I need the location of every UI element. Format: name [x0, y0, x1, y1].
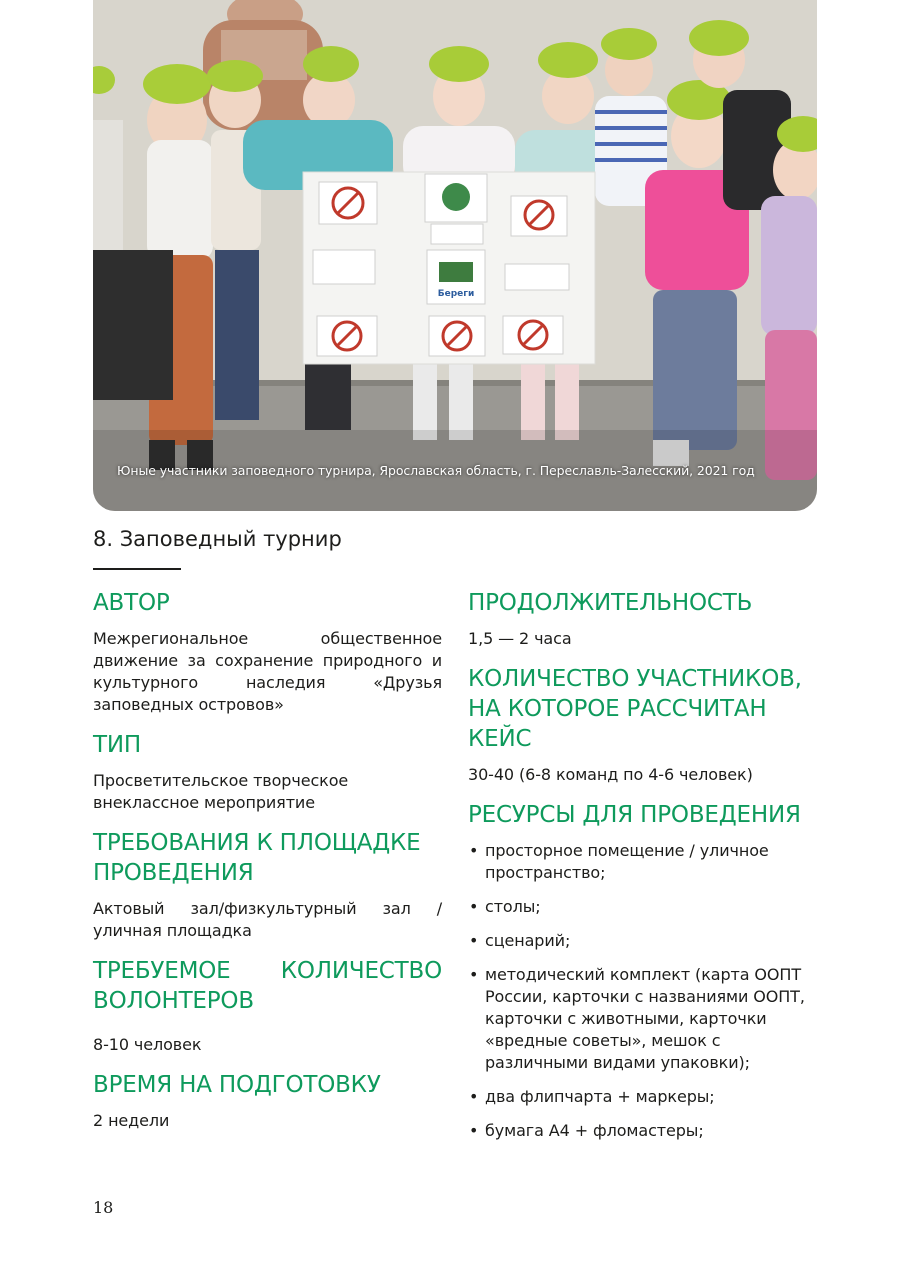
resources-list: [468, 840, 817, 1142]
type-text: Просветительское творческое внеклассное мероприятие: [93, 771, 349, 812]
right-column: [468, 588, 817, 1154]
page-number: 18: [93, 1198, 114, 1217]
title-underline: [93, 568, 181, 570]
duration-text: 1,5 — 2 часа: [468, 629, 572, 648]
volunteers-text: 8-10 человек: [93, 1035, 202, 1054]
heading-type: ТИП: [93, 732, 141, 758]
heading-participants: КОЛИЧЕСТВО УЧАСТНИКОВ, НА КОТОРОЕ РАССЧИТАН КЕЙС: [468, 666, 802, 752]
left-column: [93, 588, 442, 1146]
participants-text: 30-40 (6-8 команд по 4-6 человек): [468, 765, 753, 784]
prep-time-text: 2 недели: [93, 1111, 170, 1130]
poster: [303, 172, 595, 364]
venue-text: Актовый зал/физкультурный зал / уличная площадка: [93, 899, 442, 940]
list-item: • столы;: [468, 896, 817, 918]
section-title: 8. Заповедный турнир: [93, 527, 342, 551]
photo-children-with-poster: [93, 0, 817, 511]
list-item: • бумага А4 + фломастеры;: [468, 1120, 817, 1142]
heading-duration: ПРОДОЛЖИТЕЛЬНОСТЬ: [468, 590, 753, 616]
heading-venue-requirements: ТРЕБОВАНИЯ К ПЛОЩАДКЕ ПРОВЕДЕНИЯ: [93, 830, 421, 886]
photo-caption: Юные участники заповедного турнира, Ярославская область, г. Переславль-Залесский, 2021 год: [117, 463, 755, 478]
list-item: • два флипчарта + маркеры;: [468, 1086, 817, 1108]
list-item: • просторное помещение / уличное пространство;: [468, 840, 817, 884]
heading-prep-time: ВРЕМЯ НА ПОДГОТОВКУ: [93, 1072, 381, 1098]
list-item: • методический комплект (карта ООПТ России, карточки с названиями ООПТ, карточки с животными, карточки «вредные советы», мешок с различными видами упаковки);: [468, 964, 817, 1074]
poster-text: Береги: [437, 289, 475, 299]
photo-illustration: [93, 0, 817, 511]
heading-author: АВТОР: [93, 590, 170, 616]
heading-resources: РЕСУРСЫ ДЛЯ ПРОВЕДЕНИЯ: [468, 802, 801, 828]
heading-volunteers: ТРЕБУЕМОЕ КОЛИЧЕСТВО ВОЛОНТЕРОВ: [93, 958, 442, 1014]
list-item: • сценарий;: [468, 930, 817, 952]
author-text: Межрегиональное общественное движение за сохранение природного и культурного наследия «Друзья заповедных островов»: [93, 629, 442, 714]
